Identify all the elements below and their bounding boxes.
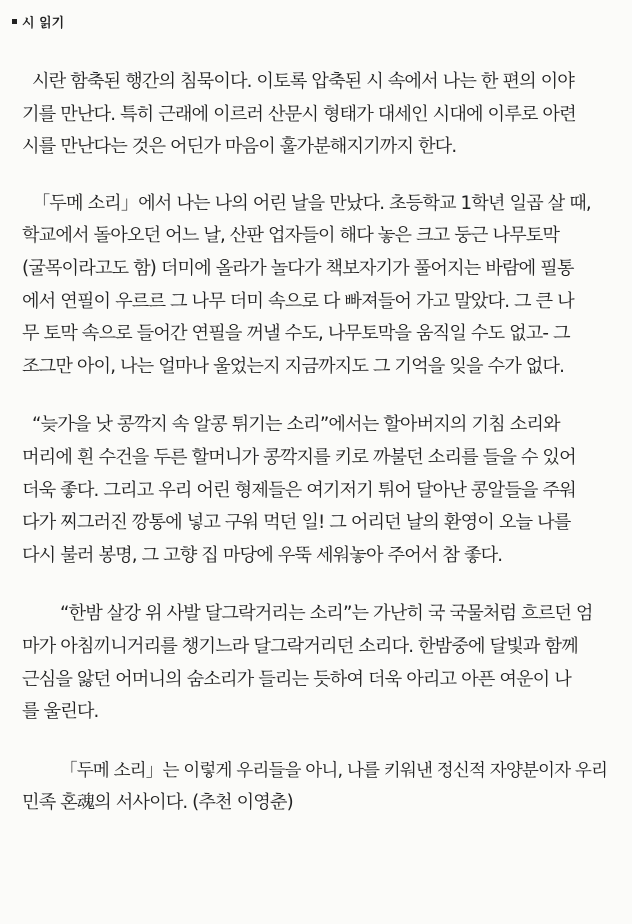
text-line: 「두메 소리」에서 나는 나의 어린 날을 만났다. 초등학교 1학년 일곱 살 때, (32, 192, 591, 214)
text-line: (굴목이라고도 함) 더미에 올라가 놀다가 책보자기가 풀어지는 바람에 필통 (22, 257, 574, 279)
text-line: 기를 만난다. 특히 근래에 이르러 산문시 형태가 대세인 시대에 이루로 아련 (22, 103, 576, 125)
text-line: 「두메 소리」는 이렇게 우리들을 아니, 나를 키워낸 정신적 자양분이자 우리 (60, 760, 608, 781)
essay-body (22, 66, 614, 820)
paragraph-4 (22, 598, 614, 728)
text-line: 근심을 앓던 어머니의 숨소리가 들리는 듯하여 더욱 아리고 아픈 여운이 나 (22, 668, 571, 690)
text-line: 무 토막 속으로 들어간 연필을 꺼낼 수도, 나무토막을 움직일 수도 없고- 그 (22, 323, 570, 345)
paragraph-5 (22, 755, 614, 820)
text-line: 시를 만난다는 것은 어딘가 마음이 훌가분해지기까지 한다. (22, 136, 457, 158)
text-line: “한밤 살강 위 사발 달그락거리는 소리”는 가난히 국 국물처럼 흐르던 엄 (60, 603, 593, 625)
paragraph-2 (22, 188, 614, 384)
text-line: 다시 불러 봉명, 그 고향 집 마당에 우뚝 세워놓아 주어서 참 좋다. (22, 544, 503, 566)
text-line: 마가 아침끼니거리를 챙기느라 달그락거리던 소리다. 한밤중에 달빛과 함께 (22, 635, 578, 657)
text-line: 다가 찌그러진 깡통에 넣고 구워 먹던 일! 그 어리던 날의 환영이 오늘 나를 (22, 512, 571, 534)
paragraph-1 (22, 66, 614, 164)
text-line: 조그만 아이, 나는 얼마나 울었는지 지금까지도 그 기억을 잊을 수가 없다. (22, 355, 564, 377)
section-title: 시 읽기 (22, 16, 65, 31)
section-header (12, 12, 64, 31)
text-line: 더욱 좋다. 그리고 우리 어린 형제들은 여기저기 튀어 달아난 콩알들을 주워 (22, 479, 576, 501)
paragraph-3 (22, 409, 614, 572)
text-line: 시란 함축된 행간의 침묵이다. 이토록 압축된 시 속에서 나는 한 편의 이야 (32, 71, 574, 92)
square-bullet-icon (12, 19, 17, 24)
text-line: “늦가을 낫 콩깍지 속 알콩 튀기는 소리”에서는 할아버지의 기침 소리와 (32, 414, 560, 436)
text-line: 에서 연필이 우르르 그 나무 더미 속으로 다 빠져들어 가고 말았다. 그 큰 나 (22, 290, 574, 312)
text-line: 민족 혼魂의 서사이다. (추천 이영춘) (22, 792, 293, 814)
text-line: 를 울린다. (22, 701, 99, 723)
text-line: 학교에서 돌아오던 어느 날, 산판 업자들이 해다 놓은 크고 둥근 나무토막 (22, 225, 560, 247)
text-line: 머리에 흰 수건을 두른 할머니가 콩깍지를 키로 까불던 소리를 들을 수 있어 (22, 446, 576, 468)
